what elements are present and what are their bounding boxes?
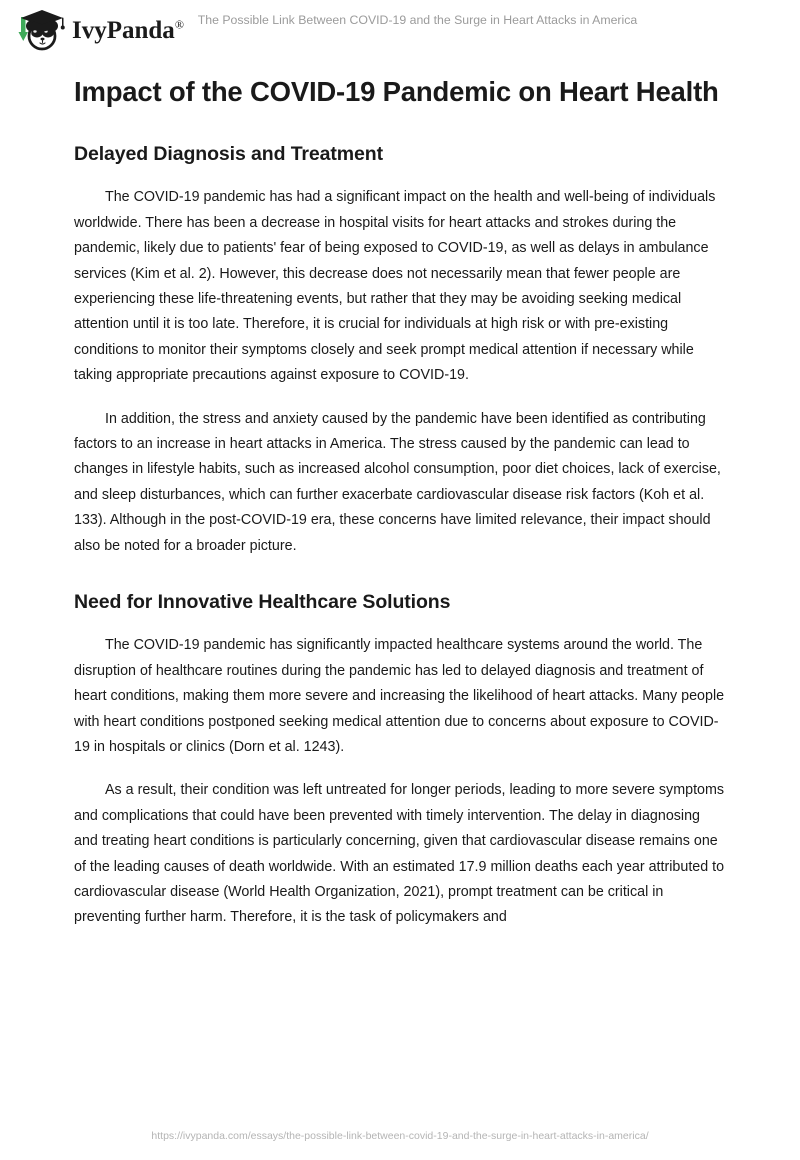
registered-mark: ® [174,17,184,32]
page-footer [0,1126,800,1144]
paragraph: The COVID-19 pandemic has significantly impacted healthcare systems around the world. The disruption of healthcare routines during the pandemic has led to delayed diagnosis and treatment of heart conditions, making them more severe and increasing the likelihood of heart attacks. Many people with heart conditions postponed seeking medical attention due to concerns about exposure to COVID-19 in hospitals or clinics (Dorn et al. 1243). [74,637,725,756]
running-header-title: The Possible Link Between COVID-19 and the Surge in Heart Attacks in America [197,13,638,27]
document-body [74,72,726,931]
page-header [0,0,800,60]
source-url[interactable]: https://ivypanda.com/essays/the-possible-link-between-covid-19-and-the-surge-in-heart-attacks-in-america/ [151,1130,649,1142]
section-heading-need-for-innovative-healthcare-solutions: Need for Innovative Healthcare Solutions [74,591,451,614]
paragraph: The COVID-19 pandemic has had a significant impact on the health and well-being of individuals worldwide. There has been a decrease in hospital visits for heart attacks and strokes during the pandemic, likely due to patients' fear of being exposed to COVID-19, as well as delays in ambulance services (Kim et al. 2). However, this decrease does not necessarily mean that fewer people are experiencing these life-threatening events, but rather that they may be avoiding seeking medical attention until it is too late. Therefore, it is crucial for individuals at high risk or with pre-existing conditions to monitor their symptoms closely and seek prompt medical attention if necessary while taking appropriate precautions against exposure to COVID-19. [74,189,716,384]
page-title: Impact of the COVID-19 Pandemic on Heart Health [74,76,719,107]
brand-name: IvyPanda® [72,16,184,44]
paragraph: As a result, their condition was left untreated for longer periods, leading to more severe symptoms and complications that could have been prevented with timely intervention. The delay in diagnosing and treating heart conditions is particularly concerning, given that cardiovascular disease remains one of the leading causes of death worldwide. With an estimated 17.9 million deaths each year attributed to cardiovascular disease (World Health Organization, 2021), prompt treatment can be critical in preventing further harm. Therefore, it is the task of policymakers and [74,782,725,926]
section-heading-delayed-diagnosis-and-treatment: Delayed Diagnosis and Treatment [74,143,383,166]
paragraph: In addition, the stress and anxiety caused by the pandemic have been identified as contributing factors to an increase in heart attacks in America. The stress caused by the pandemic can lead to changes in lifestyle habits, such as increased alcohol consumption, poor diet choices, lack of exercise, and sleep disturbances, which can further exacerbate cardiovascular disease risk factors (Koh et al. 133). Although in the post-COVID-19 era, these concerns have limited relevance, their impact should also be noted for a broader picture. [74,410,721,554]
